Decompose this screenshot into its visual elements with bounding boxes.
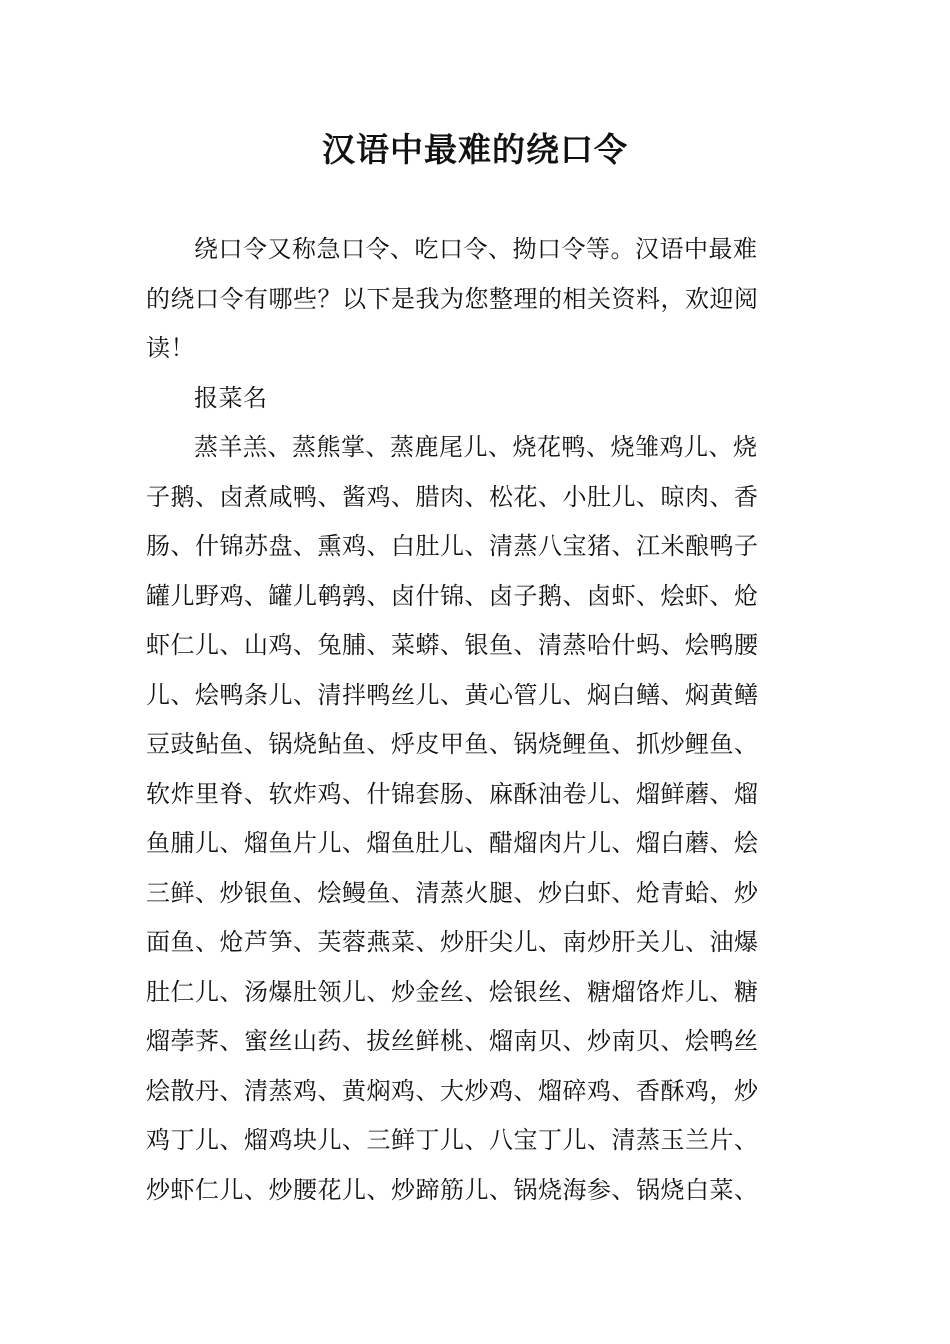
document-title: 汉语中最难的绕口令: [322, 130, 628, 169]
dish-list-line: 炒虾仁儿、炒腰花儿、炒蹄筋儿、锅烧海参、锅烧白菜、: [146, 1175, 759, 1204]
intro-line: 绕口令又称急口令、吃口令、拗口令等。汉语中最难: [194, 235, 758, 263]
dish-list-line: 鱼脯儿、熘鱼片儿、熘鱼肚儿、醋熘肉片儿、熘白蘑、烩: [146, 829, 759, 857]
dish-list-line: 肠、什锦苏盘、熏鸡、白肚儿、清蒸八宝猪、江米酿鸭子: [146, 532, 759, 560]
dish-list-line: 豆豉鲇鱼、锅烧鲇鱼、烀皮甲鱼、锅烧鲤鱼、抓炒鲤鱼、: [146, 730, 759, 758]
dish-list-line: 子鹅、卤煮咸鸭、酱鸡、腊肉、松花、小肚儿、晾肉、香: [146, 482, 759, 511]
dish-list-paragraph: [146, 423, 808, 1215]
intro-paragraph: [146, 225, 808, 374]
intro-line: 读！: [146, 334, 195, 362]
dish-list-line: 面鱼、炝芦笋、芙蓉燕菜、炒肝尖儿、南炒肝关儿、油爆: [146, 928, 759, 956]
dish-list-line: 儿、烩鸭条儿、清拌鸭丝儿、黄心管儿、焖白鳝、焖黄鳝: [146, 680, 759, 709]
dish-list-line: 软炸里脊、软炸鸡、什锦套肠、麻酥油卷儿、熘鲜蘑、熘: [146, 779, 759, 808]
dish-list-line: 三鲜、炒银鱼、烩鳗鱼、清蒸火腿、炒白虾、炝青蛤、炒: [146, 878, 759, 907]
dish-list-line: 蒸羊羔、蒸熊掌、蒸鹿尾儿、烧花鸭、烧雏鸡儿、烧: [194, 433, 758, 461]
section-heading: 报菜名: [194, 383, 268, 412]
dish-list-line: 鸡丁儿、熘鸡块儿、三鲜丁儿、八宝丁儿、清蒸玉兰片、: [146, 1126, 759, 1154]
dish-list-line: 罐儿野鸡、罐儿鹌鹑、卤什锦、卤子鹅、卤虾、烩虾、炝: [146, 581, 759, 610]
dish-list-line: 肚仁儿、汤爆肚领儿、炒金丝、烩银丝、糖熘饹炸儿、糖: [146, 977, 759, 1006]
document-body: [146, 225, 808, 1215]
dish-list-line: 虾仁儿、山鸡、兔脯、菜蟒、银鱼、清蒸哈什蚂、烩鸭腰: [146, 631, 759, 659]
intro-line: 的绕口令有哪些？以下是我为您整理的相关资料，欢迎阅: [146, 284, 759, 313]
dish-list-line: 烩散丹、清蒸鸡、黄焖鸡、大炒鸡、熘碎鸡、香酥鸡，炒: [146, 1076, 759, 1105]
dish-list-line: 熘荸荠、蜜丝山药、拔丝鲜桃、熘南贝、炒南贝、烩鸭丝: [146, 1027, 759, 1055]
